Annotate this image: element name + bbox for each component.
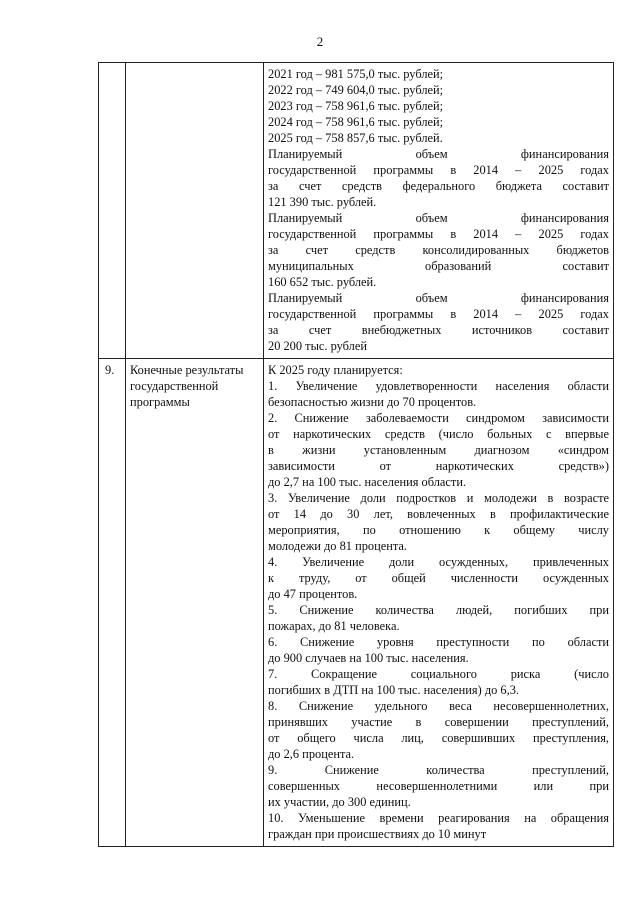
paragraph-line: муниципальных образований составит [268,259,609,273]
paragraph-last-line: 20 200 тыс. рублей [268,339,367,353]
paragraph-line: Планируемый объем финансирования [268,291,609,305]
row-number-cell: 9. [99,359,126,847]
paragraph-line: за счет внебюджетных источников составит [268,323,609,337]
result-item [268,698,609,762]
paragraph-line: Планируемый объем финансирования [268,211,609,225]
paragraph-line: от наркотических средств (число больных с впервые [268,427,609,441]
row-name-line: программы [130,395,190,409]
paragraph-last-line: до 2,6 процента. [268,747,355,761]
row-name-cell [126,359,264,847]
paragraph-last-line: 160 652 тыс. рублей. [268,275,377,289]
paragraph-line: государственной программы в 2014 – 2025 годах [268,227,609,241]
paragraph-line: 9. Снижение количества преступлений, [268,763,609,777]
paragraph-last-line: погибших в ДТП на 100 тыс. населения) до 6,3. [268,683,520,697]
paragraph-line: за счет средств консолидированных бюджетов [268,243,609,257]
results-intro: К 2025 году планируется: [268,363,403,377]
paragraph-line: 8. Снижение удельного веса несовершеннолетних, [268,699,609,713]
paragraph-line: государственной программы в 2014 – 2025 годах [268,163,609,177]
paragraph-line: совершенных несовершеннолетними или при [268,779,609,793]
row-number-cell [99,63,126,359]
row-name-line: Конечные результаты [130,363,244,377]
paragraph-last-line: до 900 случаев на 100 тыс. населения. [268,651,469,665]
financing-content-cell [264,63,614,359]
result-item [268,554,609,602]
paragraph-last-line: их участии, до 300 единиц. [268,795,411,809]
paragraph-line: к труду, от общей численности осужденных [268,571,609,585]
financing-year-line: 2021 год – 981 575,0 тыс. рублей; [268,67,444,81]
financing-year-line: 2022 год – 749 604,0 тыс. рублей; [268,83,444,97]
table-row-financing [99,63,614,359]
paragraph-line: принявших участие в совершении преступлений, [268,715,609,729]
paragraph-line: зависимости от наркотических средств») [268,459,609,473]
page-number: 2 [316,34,324,49]
paragraph-line: 2. Снижение заболеваемости синдромом зависимости [268,411,609,425]
paragraph-line: 5. Снижение количества людей, погибших при [268,603,609,617]
paragraph-line: мероприятия, по отношению к общему числу [268,523,609,537]
row-name-cell [126,63,264,359]
financing-year-line: 2023 год – 758 961,6 тыс. рублей; [268,99,444,113]
paragraph-last-line: граждан при происшествиях до 10 минут [268,827,487,841]
paragraph-line: в жизни установленным диагнозом «синдром [268,443,609,457]
financing-year-line: 2025 год – 758 857,6 тыс. рублей. [268,131,443,145]
table-row-results [99,359,614,847]
result-item [268,410,609,490]
financing-year-line: 2024 год – 758 961,6 тыс. рублей; [268,115,444,129]
financing-federal-paragraph [268,146,609,210]
result-item [268,378,609,410]
financing-by-year-list [268,66,609,146]
paragraph-last-line: безопасностью жизни до 70 процентов. [268,395,477,409]
paragraph-line: 7. Сокращение социального риска (число [268,667,609,681]
result-item [268,490,609,554]
paragraph-line: 6. Снижение уровня преступности по области [268,635,609,649]
paragraph-line: за счет средств федерального бюджета составит [268,179,609,193]
paragraph-last-line: до 47 процентов. [268,587,358,601]
financing-extrabudgetary-paragraph [268,290,609,354]
paragraph-line: от общего числа лиц, совершивших преступления, [268,731,609,745]
result-item [268,602,609,634]
financing-municipal-paragraph [268,210,609,290]
paragraph-last-line: 121 390 тыс. рублей. [268,195,377,209]
paragraph-line: Планируемый объем финансирования [268,147,609,161]
paragraph-line: государственной программы в 2014 – 2025 годах [268,307,609,321]
paragraph-line: 10. Уменьшение времени реагирования на обращения [268,811,609,825]
result-item [268,634,609,666]
result-item [268,762,609,810]
paragraph-last-line: до 2,7 на 100 тыс. населения области. [268,475,467,489]
paragraph-line: 4. Увеличение доли осужденных, привлеченных [268,555,609,569]
result-item [268,810,609,842]
paragraph-line: от 14 до 30 лет, вовлеченных в профилактические [268,507,609,521]
results-content-cell [264,359,614,847]
paragraph-line: 3. Увеличение доли подростков и молодежи в возрасте [268,491,609,505]
paragraph-last-line: пожарах, до 81 человека. [268,619,400,633]
row-name-line: государственной [130,379,219,393]
paragraph-last-line: молодежи до 81 процента. [268,539,408,553]
passport-table [98,62,614,847]
paragraph-line: 1. Увеличение удовлетворенности населения области [268,379,609,393]
result-item [268,666,609,698]
